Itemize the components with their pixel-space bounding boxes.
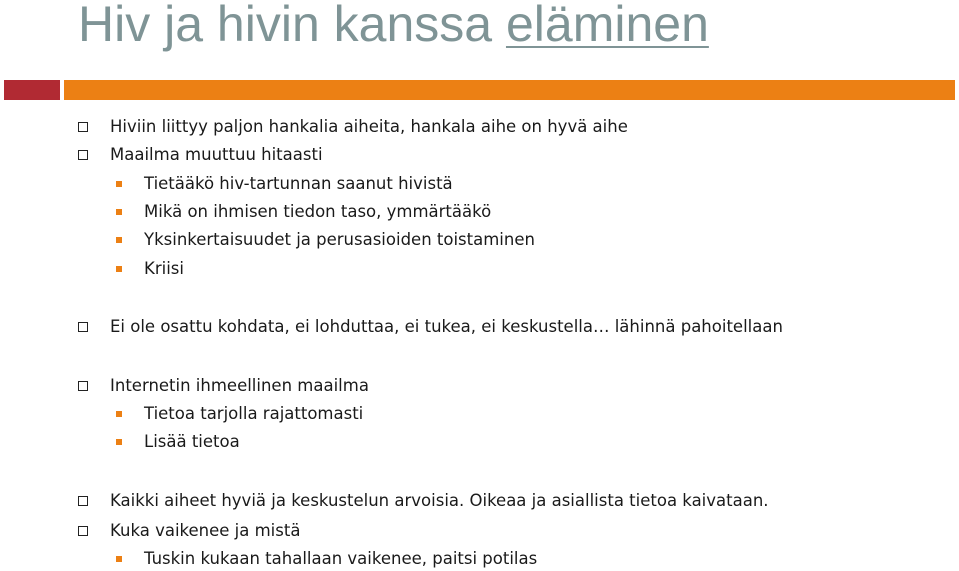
bullet-text: Lisää tietoa bbox=[144, 432, 240, 451]
filled-square-bullet-icon bbox=[116, 181, 122, 187]
bullet-text: Hiviin liittyy paljon hankalia aiheita, hankala aihe on hyvä aihe bbox=[110, 117, 628, 136]
bullet-item bbox=[0, 143, 959, 167]
bullet-text: Maailma muuttuu hitaasti bbox=[110, 145, 323, 164]
sub-bullet-item bbox=[0, 172, 959, 196]
bullet-item bbox=[0, 315, 959, 339]
bullet-text: Kriisi bbox=[144, 259, 184, 278]
hollow-square-bullet-icon bbox=[78, 496, 88, 506]
bullet-item bbox=[0, 519, 959, 543]
hollow-square-bullet-icon bbox=[78, 122, 88, 132]
hollow-square-bullet-icon bbox=[78, 381, 88, 391]
sub-bullet-item bbox=[0, 430, 959, 454]
sub-bullet-item bbox=[0, 228, 959, 252]
filled-square-bullet-icon bbox=[116, 439, 122, 445]
bullet-text: Yksinkertaisuudet ja perusasioiden toistaminen bbox=[144, 230, 535, 249]
bullet-text: Internetin ihmeellinen maailma bbox=[110, 376, 369, 395]
bullet-text: Tuskin kukaan tahallaan vaikenee, paitsi potilas bbox=[144, 549, 538, 568]
sub-bullet-item bbox=[0, 257, 959, 281]
slide-title-underlined: eläminen bbox=[505, 0, 709, 52]
slide-title-main: Hiv ja hivin kanssa bbox=[78, 0, 506, 52]
filled-square-bullet-icon bbox=[116, 411, 122, 417]
filled-square-bullet-icon bbox=[116, 266, 122, 272]
bullet-text: Tietääkö hiv-tartunnan saanut hivistä bbox=[144, 174, 453, 193]
bullet-text: Kuka vaikenee ja mistä bbox=[110, 521, 301, 540]
bullet-text: Ei ole osattu kohdata, ei lohduttaa, ei tukea, ei keskustella… lähinnä pahoitellaan bbox=[110, 317, 783, 336]
sub-bullet-item bbox=[0, 547, 959, 571]
hollow-square-bullet-icon bbox=[78, 150, 88, 160]
filled-square-bullet-icon bbox=[116, 556, 122, 562]
sub-bullet-item bbox=[0, 200, 959, 224]
filled-square-bullet-icon bbox=[116, 209, 122, 215]
hollow-square-bullet-icon bbox=[78, 526, 88, 536]
bullet-item bbox=[0, 374, 959, 398]
bullet-text: Kaikki aiheet hyviä ja keskustelun arvoisia. Oikeaa ja asiallista tietoa kaivataan. bbox=[110, 491, 769, 510]
bullet-item bbox=[0, 489, 959, 513]
hollow-square-bullet-icon bbox=[78, 322, 88, 332]
sub-bullet-item bbox=[0, 402, 959, 426]
bullet-text: Mikä on ihmisen tiedon taso, ymmärtääkö bbox=[144, 202, 492, 221]
bullet-text: Tietoa tarjolla rajattomasti bbox=[144, 404, 364, 423]
filled-square-bullet-icon bbox=[116, 237, 122, 243]
bullet-item bbox=[0, 115, 959, 139]
